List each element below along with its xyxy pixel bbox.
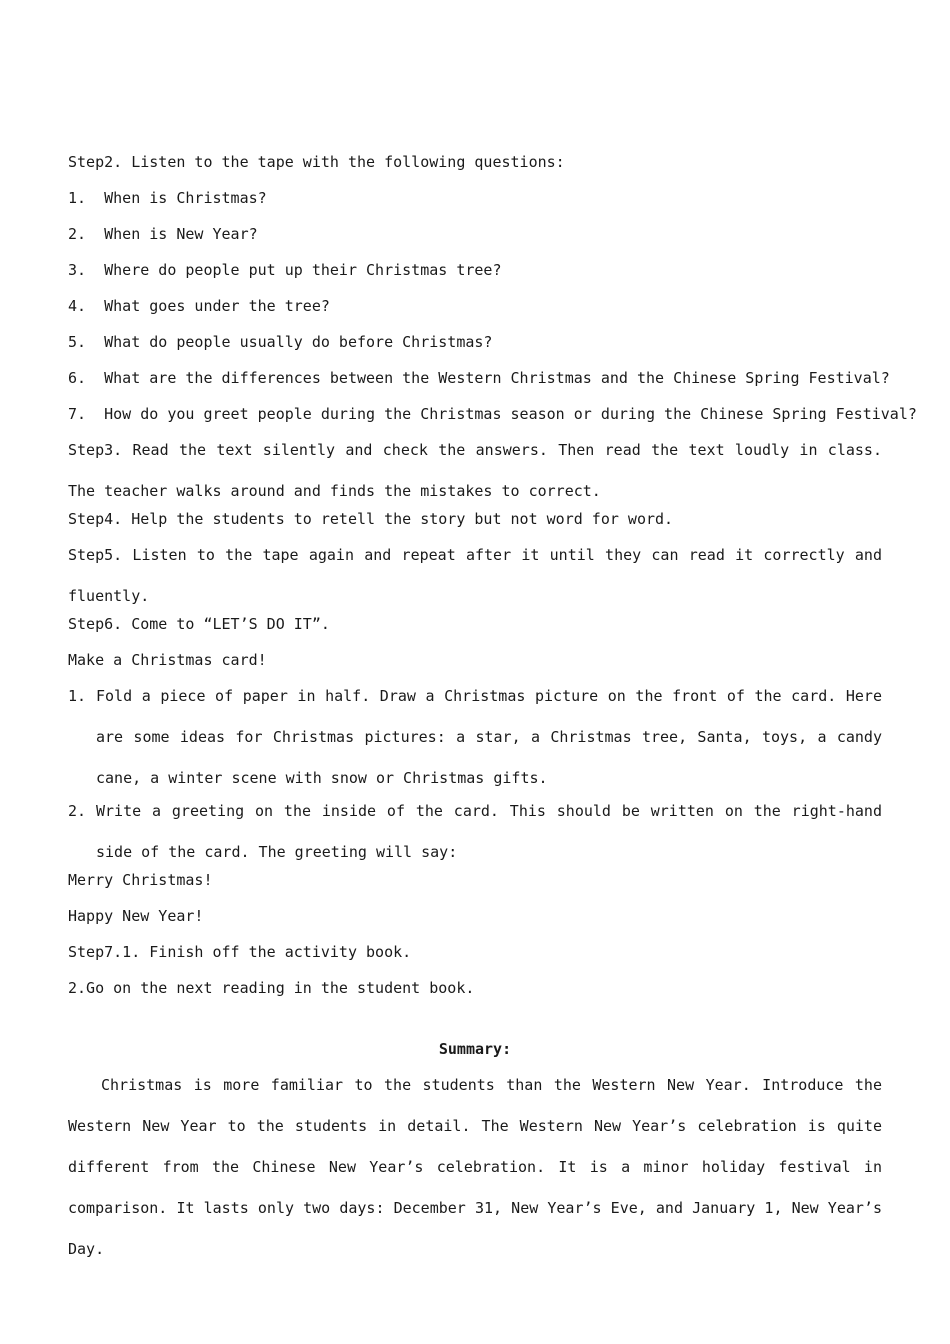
- step7-line-2: 2.Go on the next reading in the student book.: [68, 979, 475, 997]
- question-text: What are the differences between the Western Christmas and the Chinese Spring Festival?: [104, 369, 890, 387]
- question-number: 7.: [68, 405, 87, 423]
- question-2: [68, 222, 882, 258]
- step5-paragraph: Step5. Listen to the tape again and repeat after it until they can read it correctly and fluently.: [68, 546, 882, 605]
- step7-line-1: Step7.1. Finish off the activity book.: [68, 943, 412, 961]
- question-number: 1.: [68, 189, 87, 207]
- question-number: 3.: [68, 261, 87, 279]
- step3-paragraph: Step3. Read the text silently and check the answers. Then read the text loudly in class. The teacher walks around and finds the mistakes to correct.: [68, 441, 882, 500]
- step2-heading: Step2. Listen to the tape with the following questions:: [68, 153, 565, 171]
- question-1: [68, 186, 882, 222]
- step6-heading: Step6. Come to “LET’S DO IT”.: [68, 615, 330, 633]
- question-text: How do you greet people during the Christmas season or during the Chinese Spring Festival?: [104, 405, 917, 423]
- question-3: [68, 258, 882, 294]
- question-text: When is New Year?: [104, 225, 258, 243]
- greeting-merry-christmas: Merry Christmas!: [68, 871, 213, 889]
- question-5: [68, 330, 882, 366]
- step6-subheading: Make a Christmas card!: [68, 651, 267, 669]
- summary-title: Summary:: [438, 1040, 512, 1058]
- instruction-number: 2.: [68, 802, 87, 820]
- question-text: What do people usually do before Christmas?: [104, 333, 493, 351]
- question-6: [68, 366, 890, 402]
- question-number: 6.: [68, 369, 87, 387]
- question-number: 2.: [68, 225, 87, 243]
- question-number: 4.: [68, 297, 87, 315]
- step4-line: Step4. Help the students to retell the story but not word for word.: [68, 510, 674, 528]
- document-body: [68, 150, 917, 1270]
- card-instruction-2: [68, 791, 882, 873]
- card-instruction-1: [68, 676, 882, 799]
- question-text: Where do people put up their Christmas tree?: [104, 261, 502, 279]
- instruction-text: Write a greeting on the inside of the card. This should be written on the right-hand side of the card. The greeting will say:: [96, 802, 882, 861]
- question-text: What goes under the tree?: [104, 297, 330, 315]
- question-number: 5.: [68, 333, 87, 351]
- greeting-happy-new-year: Happy New Year!: [68, 907, 204, 925]
- question-4: [68, 294, 882, 330]
- instruction-number: 1.: [68, 687, 87, 705]
- question-text: When is Christmas?: [104, 189, 267, 207]
- summary-paragraph: Christmas is more familiar to the students than the Western New Year. Introduce the Western New Year to the students in detail. The Western New Year’s celebration is quite different from the Chinese New Year’s celebration. It is a minor holiday festival in comparison. It lasts only two days: December 31, New Year’s Eve, and January 1, New Year’s Day.: [68, 1076, 882, 1258]
- instruction-text: Fold a piece of paper in half. Draw a Christmas picture on the front of the card. Here are some ideas for Christmas pictures: a star, a Christmas tree, Santa, toys, a candy cane, a winter scene with snow or Christmas gifts.: [96, 687, 882, 787]
